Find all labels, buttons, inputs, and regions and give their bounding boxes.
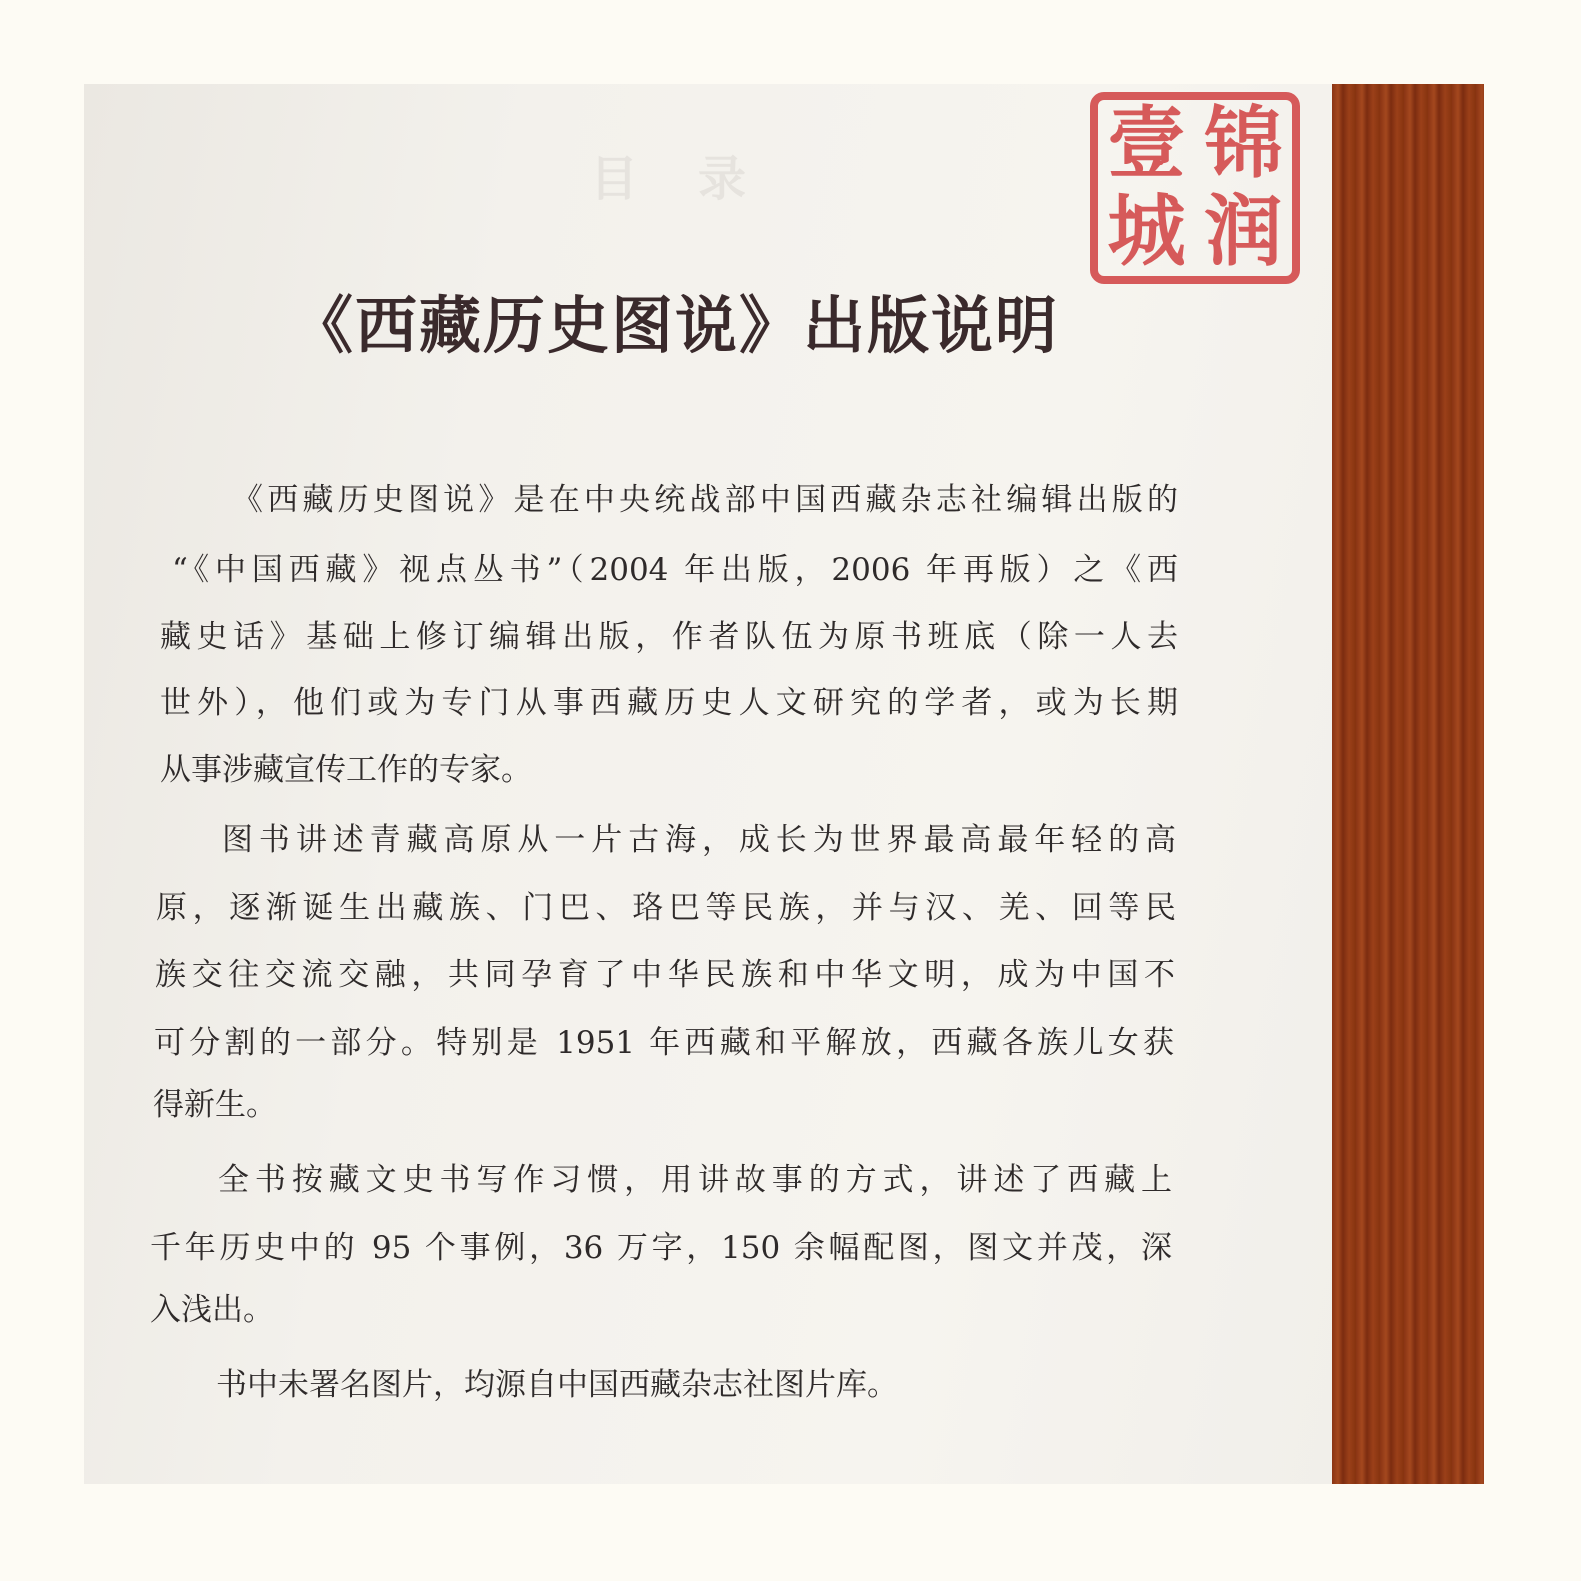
page-title: 《西藏历史图说》出版说明 — [290, 289, 1059, 362]
text-line: 得新生。 — [153, 1087, 277, 1123]
stamp-char: 壹 — [1107, 98, 1186, 189]
text-line: 入浅出。 — [150, 1292, 274, 1328]
text-line: 书中未署名图片，均源自中国西藏杂志社图片库。 — [216, 1367, 898, 1403]
show-through-heading: 目录 — [590, 151, 807, 207]
text-line: 全书按藏文史书写作习惯，用讲故事的方式，讲述了西藏上 — [218, 1162, 1172, 1198]
text-line: “《中国西藏》视点丛书”（2004 年出版，2006 年再版）之《西 — [172, 552, 1178, 588]
stamp-char: 润 — [1204, 186, 1283, 277]
text-line: 族交往交流交融，共同孕育了中华民族和中华文明，成为中国不 — [155, 957, 1175, 993]
text-line: 图书讲述青藏高原从一片古海，成长为世界最高最年轻的高 — [222, 822, 1176, 858]
text-line: 可分割的一部分。特别是 1951 年西藏和平解放，西藏各族儿女获 — [154, 1025, 1174, 1061]
red-seal-stamp — [1090, 92, 1300, 284]
text-line: 《西藏历史图说》是在中央统战部中国西藏杂志社编辑出版的 — [232, 482, 1178, 518]
stamp-char: 锦 — [1204, 98, 1283, 189]
stamp-char: 城 — [1107, 186, 1186, 277]
text-line: 从事涉藏宣传工作的专家。 — [160, 752, 532, 788]
text-line: 藏史话》基础上修订编辑出版，作者队伍为原书班底（除一人去 — [160, 619, 1178, 655]
text-line: 世外），他们或为专门从事西藏历史人文研究的学者，或为长期 — [160, 685, 1178, 721]
wooden-table-background — [1332, 84, 1484, 1484]
text-line: 原，逐渐诞生出藏族、门巴、珞巴等民族，并与汉、羌、回等民 — [156, 890, 1176, 926]
text-line: 千年历史中的 95 个事例，36 万字，150 余幅配图，图文并茂，深 — [150, 1230, 1172, 1266]
